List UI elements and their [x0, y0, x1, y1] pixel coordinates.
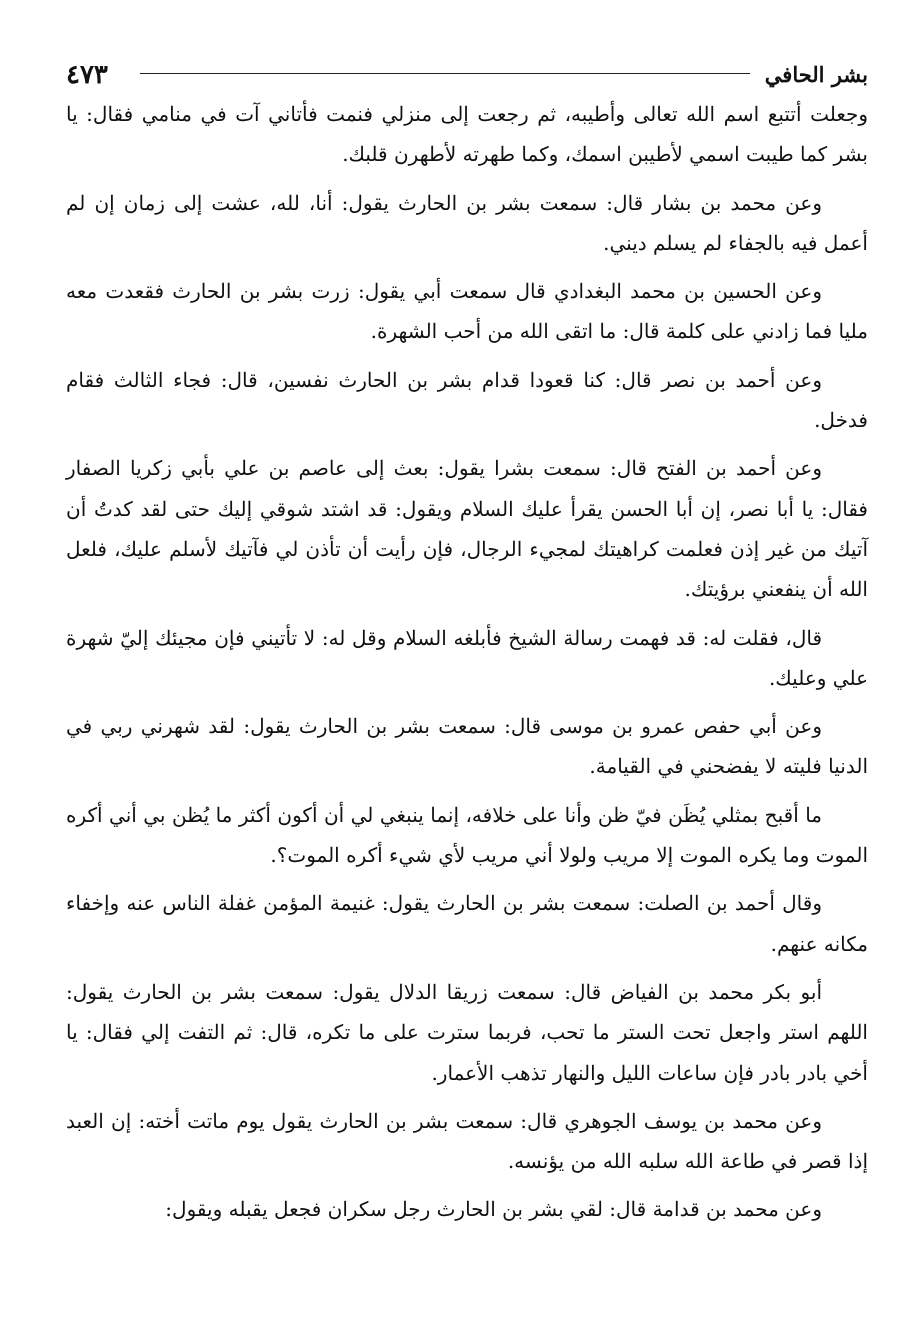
paragraph: أبو بكر محمد بن الفياض قال: سمعت زريقا الدلال يقول: سمعت بشر بن الحارث يقول: اللهم استر واجعل تحت الستر ما تحب، فربما سترت على ما تكره، قال: ثم التفت إلي فقال: يا أخي بادر بادر فإن ساعات الليل والنهار تذهب الأعمار. — [66, 979, 868, 1085]
paragraph: وعن محمد بن قدامة قال: لقي بشر بن الحارث رجل سكران فجعل يقبله ويقول: — [165, 1197, 822, 1222]
paragraph: وعن أحمد بن الفتح قال: سمعت بشرا يقول: بعث إلى عاصم بن علي بأبي زكريا الصفار فقال: يا أبا نصر، إن أبا الحسن يقرأ عليك السلام ويقول: قد اشتد شوقي إليك حتى لقد كدتُ أن آتيك من غير إذن فعلمت كراهيتك لمجيء الرجال، فإن رأيت أن تأذن لي فآتيك لأسلم عليك، فلعل الله أن ينفعني برؤيتك. — [66, 456, 868, 602]
page-number: ٤٧٣ — [66, 60, 108, 90]
page-header — [66, 58, 868, 92]
paragraph: ما أقبح بمثلي يُظَن فيّ ظن وأنا على خلافه، إنما ينبغي لي أن أكون أكثر ما يُظن بي أني أكره الموت وما يكره الموت إلا مريب ولولا أني مريب لأي شيء أكره الموت؟. — [66, 802, 868, 868]
paragraph: وعن الحسين بن محمد البغدادي قال سمعت أبي يقول: زرت بشر بن الحارث فقعدت معه مليا فما زادني على كلمة قال: ما اتقى الله من أحب الشهرة. — [66, 279, 868, 344]
paragraph: وعن محمد بن بشار قال: سمعت بشر بن الحارث يقول: أنا، لله، عشت إلى زمان إن لم أعمل فيه بالجفاء لم يسلم ديني. — [66, 190, 868, 255]
paragraph: وعن محمد بن يوسف الجوهري قال: سمعت بشر بن الحارث يقول يوم ماتت أخته: إن العبد إذا قصر في طاعة الله سلبه الله من يؤنسه. — [66, 1108, 868, 1174]
header-rule — [140, 73, 750, 74]
paragraph: وقال أحمد بن الصلت: سمعت بشر بن الحارث يقول: غنيمة المؤمن غفلة الناس عنه وإخفاء مكانه عنهم. — [66, 891, 868, 956]
paragraph: وعن أحمد بن نصر قال: كنا قعودا قدام بشر بن الحارث نفسين، قال: فجاء الثالث فقام فدخل. — [66, 367, 868, 433]
body-text — [66, 94, 868, 1238]
paragraph: قال، فقلت له: قد فهمت رسالة الشيخ فأبلغه السلام وقل له: لا تأتيني فإن مجيئك إليّ شهرة علي وعليك. — [66, 625, 868, 690]
paragraph: وعن أبي حفص عمرو بن موسى قال: سمعت بشر بن الحارث يقول: لقد شهرني ربي في الدنيا فليته لا يفضحني في القيامة. — [66, 714, 868, 779]
running-title: بشر الحافي — [764, 62, 868, 87]
paragraph: وجعلت أتتبع اسم الله تعالى وأطيبه، ثم رجعت إلى منزلي فنمت فأتاني آت في منامي فقال: يا بشر كما طيبت اسمي لأطيبن اسمك، وكما طهرته لأطهرن قلبك. — [66, 102, 868, 167]
